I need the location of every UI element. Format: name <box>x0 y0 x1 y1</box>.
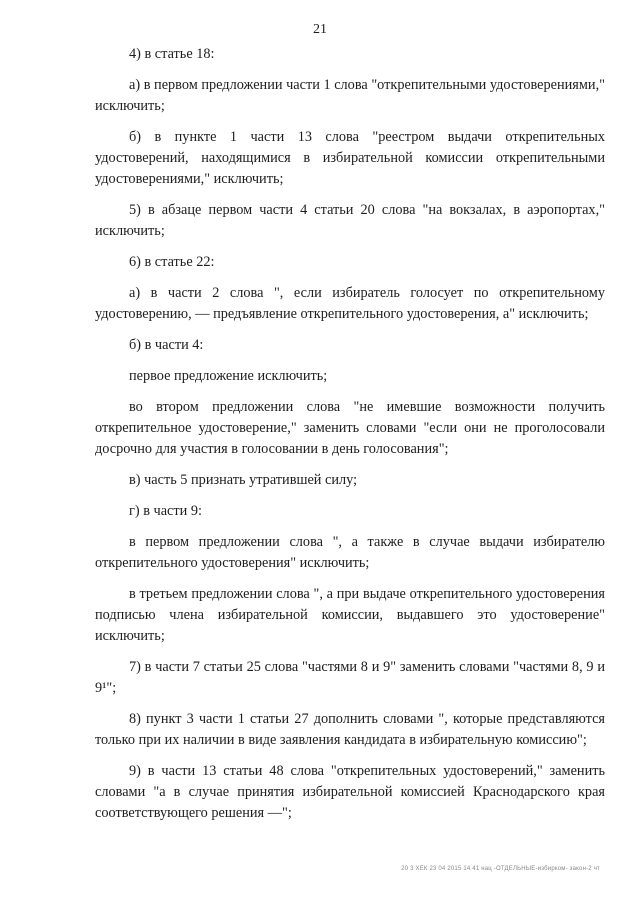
paragraph-22-g: г) в части 9: <box>129 503 202 519</box>
paragraph-22-g-3: в третьем предложении слова ", а при выдаче открепительного удостоверения подписью члена избирательной комиссии, выдавшего это удостоверение" исключить; <box>95 586 605 644</box>
paragraph-22-g-1: в первом предложении слова ", а также в случае выдачи избирателю открепительного удостоверения" исключить; <box>95 534 605 571</box>
paragraph-22-b-1: первое предложение исключить; <box>129 368 328 384</box>
paragraph-22-a: а) в части 2 слова ", если избиратель голосует по открепительному удостоверению, — предъявление открепительного удостоверения, а" исключить; <box>95 285 605 322</box>
paragraph-article-25: 7) в части 7 статьи 25 слова "частями 8 и 9" заменить словами "частями 8, 9 и 9¹"; <box>95 659 605 696</box>
paragraph-22-b-2: во втором предложении слова "не имевшие возможности получить открепительное удостоверение," заменить словами "если они не проголосовали досрочно для участия в голосовании в день голосования"; <box>95 399 605 457</box>
document-body <box>95 44 605 834</box>
paragraph-22-v: в) часть 5 признать утратившей силу; <box>129 472 358 488</box>
document-footer: 20 3 ХЕК 23 04 2015 14 41 нац -ОТДЕЛЬНЫЕ-избирком- закон-2 чт <box>401 866 600 872</box>
page-number: 21 <box>313 22 327 37</box>
paragraph-article-22: 6) в статье 22: <box>129 254 215 270</box>
paragraph-22-b: б) в части 4: <box>129 337 204 353</box>
paragraph-18-a: а) в первом предложении части 1 слова "открепительными удостоверениями," исключить; <box>95 77 605 114</box>
paragraph-article-18: 4) в статье 18: <box>129 46 215 62</box>
paragraph-article-48: 9) в части 13 статьи 48 слова "открепительных удостоверений," заменить словами "а в случае принятия избирательной комиссией Краснодарского края соответствующего решения —"; <box>95 763 605 821</box>
paragraph-article-27: 8) пункт 3 части 1 статьи 27 дополнить словами ", которые представляются только при их наличии в виде заявления кандидата в избирательную комиссию"; <box>95 711 605 748</box>
paragraph-18-b: б) в пункте 1 части 13 слова "реестром выдачи открепительных удостоверений, находящимися в избирательной комиссии открепительными удостоверениями," исключить; <box>95 129 605 187</box>
paragraph-article-20: 5) в абзаце первом части 4 статьи 20 слова "на вокзалах, в аэропортах," исключить; <box>95 202 605 239</box>
